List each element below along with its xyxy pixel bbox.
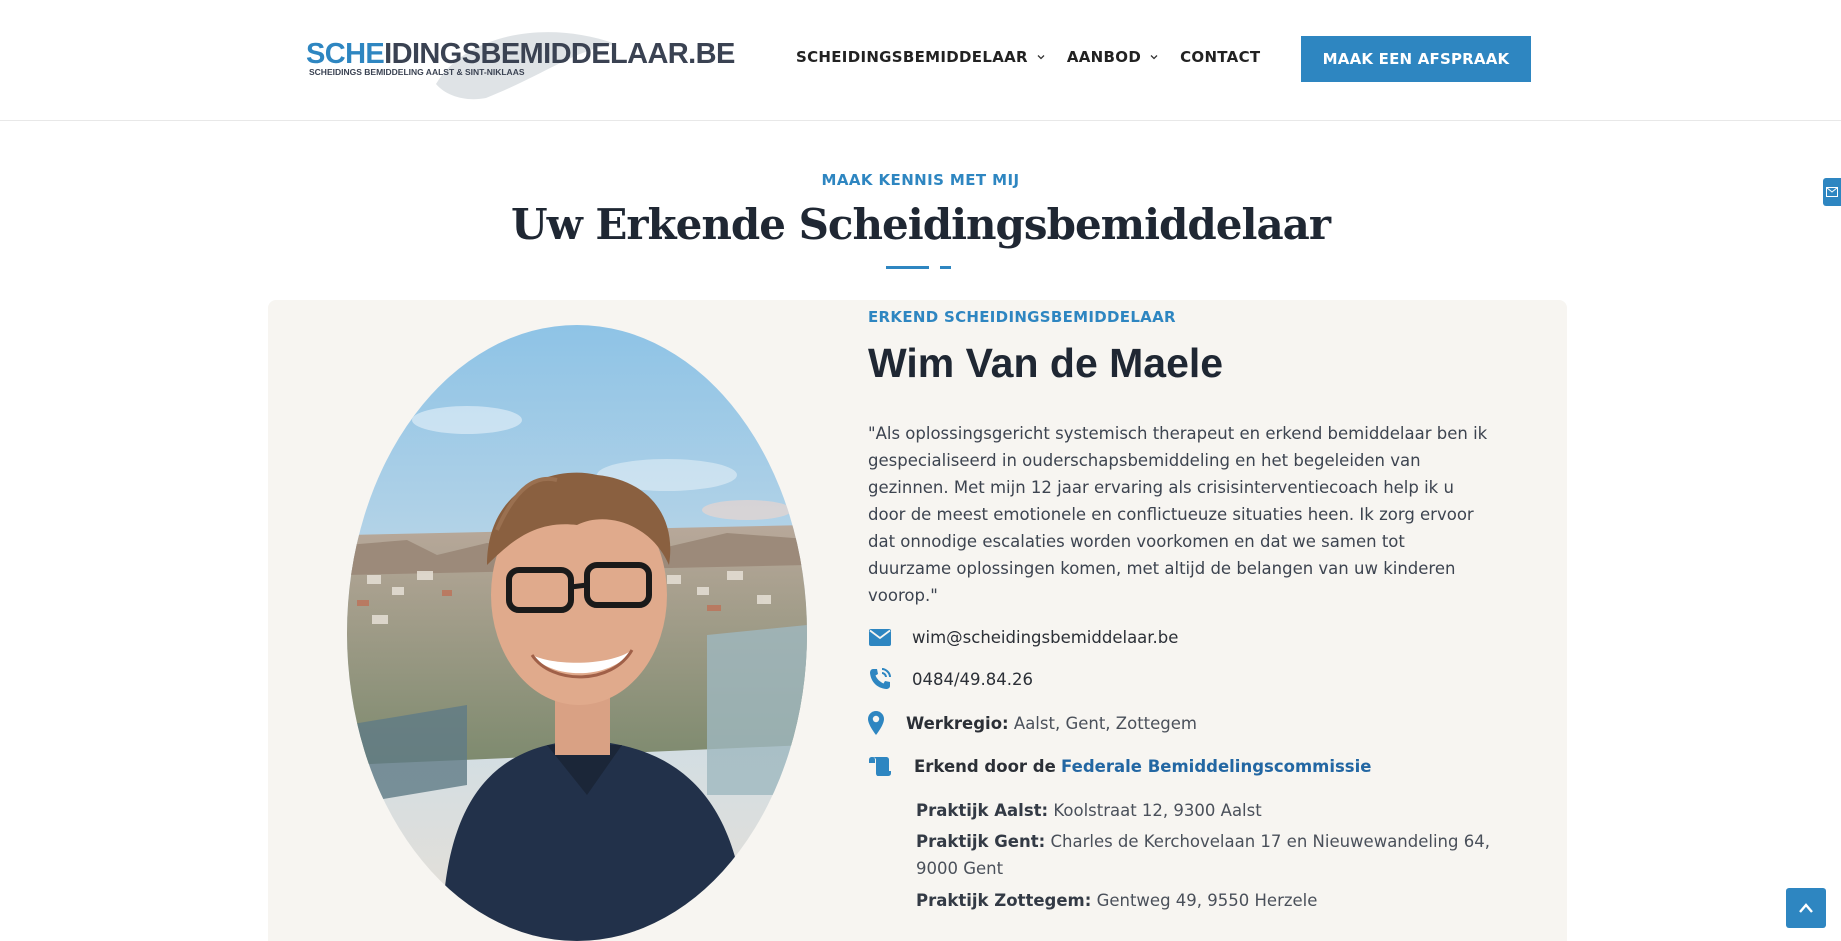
nav-item-aanbod[interactable] bbox=[1067, 48, 1159, 66]
practice-gent bbox=[916, 828, 1496, 882]
profile-quote: "Als oplossingsgericht systemisch therapeut en erkend bemiddelaar ben ik gespecialiseerd in ouderschapsbemiddeling en het begeleiden van gezinnen. Met mijn 12 jaar ervaring als crisisinterventiecoach help ik u door de meest emotionele en conflictueuze situaties heen. Ik zorg ervoor dat onnodige escalaties worden voorkomen en dat we samen tot duurzame oplossingen komen, met altijd de belangen van uw kinderen voorop." bbox=[868, 424, 1488, 605]
envelope-icon bbox=[868, 625, 892, 649]
title-divider bbox=[886, 266, 929, 269]
profile-eyebrow: ERKEND SCHEIDINGSBEMIDDELAAR bbox=[868, 308, 1176, 326]
practice-address: Charles de Kerchovelaan 17 en Nieuwewandeling 64, 9000 Gent bbox=[916, 832, 1490, 878]
phone-icon bbox=[868, 667, 892, 691]
practice-address: Koolstraat 12, 9300 Aalst bbox=[1053, 801, 1262, 820]
chevron-down-icon bbox=[1036, 52, 1046, 62]
make-appointment-button[interactable]: MAAK EEN AFSPRAAK bbox=[1301, 36, 1531, 82]
profile-name: Wim Van de Maele bbox=[868, 340, 1224, 386]
nav-item-label: AANBOD bbox=[1066, 48, 1142, 66]
section-eyebrow: MAAK KENNIS MET MIJ bbox=[821, 171, 1020, 189]
practice-aalst bbox=[916, 797, 1496, 824]
chevron-up-icon bbox=[1798, 902, 1814, 914]
practice-label: Praktijk Gent: bbox=[916, 832, 1046, 851]
practice-zottegem bbox=[916, 887, 1496, 914]
section-title: Uw Erkende Scheidingsbemiddelaar bbox=[510, 200, 1331, 249]
contact-region-row bbox=[868, 711, 1197, 735]
nav-item-scheidingsbemiddelaar[interactable] bbox=[796, 48, 1046, 66]
portrait-image bbox=[347, 325, 807, 941]
contact-email-link[interactable]: wim@scheidingsbemiddelaar.be bbox=[912, 627, 1179, 647]
region-label: Werkregio: bbox=[906, 713, 1009, 733]
nav-item-label: SCHEIDINGSBEMIDDELAAR bbox=[796, 48, 1028, 66]
profile-photo bbox=[347, 325, 807, 941]
main-nav bbox=[796, 45, 1281, 69]
practice-label: Praktijk Zottegem: bbox=[916, 891, 1092, 910]
scroll-icon bbox=[868, 754, 892, 778]
contact-phone-link[interactable]: 0484/49.84.26 bbox=[912, 669, 1034, 689]
region-value: Aalst, Gent, Zottegem bbox=[1013, 713, 1197, 733]
contact-email-row bbox=[868, 625, 1178, 649]
title-divider-dot bbox=[940, 266, 951, 269]
nav-item-label: CONTACT bbox=[1180, 48, 1261, 66]
site-logo[interactable] bbox=[306, 24, 735, 100]
recognized-prefix: Erkend door de bbox=[914, 756, 1056, 776]
nav-item-contact[interactable] bbox=[1180, 48, 1260, 66]
site-header bbox=[0, 0, 1841, 121]
practice-address: Gentweg 49, 9550 Herzele bbox=[1096, 891, 1318, 910]
logo-wordmark: SCHEIDINGSBEMIDDELAAR.BE bbox=[306, 38, 735, 70]
chevron-down-icon bbox=[1149, 52, 1159, 62]
scroll-to-top-button[interactable] bbox=[1786, 888, 1826, 928]
map-marker-icon bbox=[868, 711, 884, 735]
contact-recognized-row bbox=[868, 754, 1371, 778]
logo-tagline: SCHEIDINGS BEMIDDELING AALST & SINT-NIKLAAS bbox=[309, 67, 525, 77]
federale-bemiddelingscommissie-link[interactable]: Federale Bemiddelingscommissie bbox=[1061, 756, 1372, 776]
practice-label: Praktijk Aalst: bbox=[916, 801, 1049, 820]
contact-phone-row bbox=[868, 667, 1033, 691]
